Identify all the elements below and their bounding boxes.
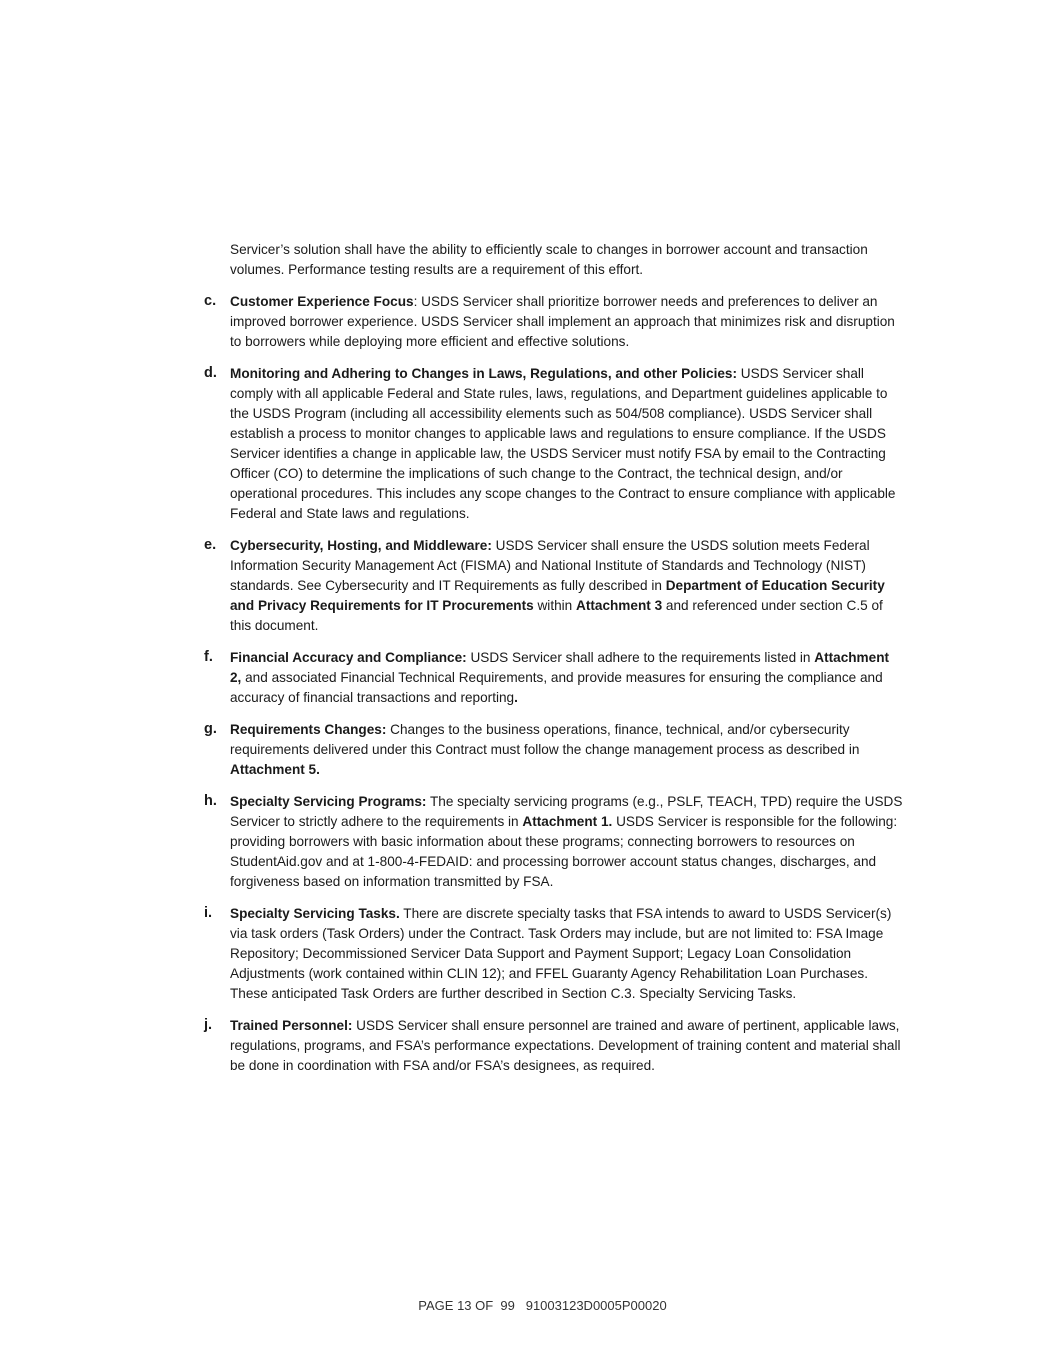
body-text: USDS Servicer is responsible for the following: providing borrowers with basic information about these programs; connecting borrowers to resources on StudentAid.gov and at 1-800-4-FEDAID: and processing borrower account status changes, discharges, and forgiveness based on information transmitted by FSA. bbox=[230, 813, 898, 889]
intro-paragraph: Servicer’s solution shall have the ability to efficiently scale to changes in borrower account and transaction volumes. Performance testing results are a requirement of this effort. bbox=[230, 241, 868, 277]
bold-text: Trained Personnel: bbox=[230, 1017, 353, 1033]
list-item bbox=[204, 536, 904, 636]
body-text: Changes to the business operations, finance, technical, and/or cybersecurity requirements delivered under this Contract must follow the change management process as described in bbox=[230, 721, 860, 757]
list-item-text bbox=[230, 792, 904, 892]
list-item-text bbox=[230, 364, 904, 524]
list-item-letter: j. bbox=[204, 1016, 213, 1033]
bold-text: Monitoring and Adhering to Changes in Laws, Regulations, and other Policies: bbox=[230, 365, 738, 381]
list-item-letter: i. bbox=[204, 904, 213, 921]
body-text: and referenced under section C.5 of this document. bbox=[230, 597, 883, 633]
bold-text: Attachment 3 bbox=[576, 597, 663, 613]
list-item-text bbox=[230, 720, 904, 780]
bold-text: Requirements Changes: bbox=[230, 721, 387, 737]
page-footer: PAGE 13 OF 99 91003123D0005P00020 bbox=[418, 1298, 667, 1313]
bold-text: Attachment 5. bbox=[230, 761, 320, 777]
list-item-letter: g. bbox=[204, 720, 217, 737]
body-text: USDS Servicer shall ensure personnel are trained and aware of pertinent, applicable laws, regulations, programs, and FSA’s performance expectations. Development of training content and material shall be done in coordination with FSA and/or FSA’s designees, as required. bbox=[230, 1017, 901, 1073]
list-item-letter: e. bbox=[204, 536, 217, 553]
body-text: within bbox=[533, 597, 577, 613]
document-body bbox=[204, 226, 904, 1088]
bold-text: Specialty Servicing Programs: bbox=[230, 793, 427, 809]
list-item bbox=[204, 720, 904, 780]
list-item-text bbox=[230, 904, 904, 1004]
list-item-letter: h. bbox=[204, 792, 217, 809]
list-item bbox=[204, 292, 904, 352]
bold-text: . bbox=[514, 689, 518, 705]
bold-text: Cybersecurity, Hosting, and Middleware: bbox=[230, 537, 492, 553]
list-item bbox=[204, 904, 904, 1004]
list-item bbox=[204, 364, 904, 524]
bold-text: Customer Experience Focus bbox=[230, 293, 414, 309]
list-item-text bbox=[230, 536, 904, 636]
list-item bbox=[204, 792, 904, 892]
list-item bbox=[204, 1016, 904, 1076]
body-text: and associated Financial Technical Requirements, and provide measures for ensuring the compliance and accuracy of financial transactions and reporting bbox=[230, 669, 883, 705]
list-item-letter: c. bbox=[204, 292, 217, 309]
body-text: : USDS Servicer shall prioritize borrower needs and preferences to deliver an improved borrower experience. USDS Servicer shall implement an approach that minimizes risk and disruption to borrowers while deploying more efficient and effective solutions. bbox=[230, 293, 895, 349]
list-item-text bbox=[230, 292, 904, 352]
bold-text: Department of Education Security and Privacy Requirements for IT Procurements bbox=[230, 577, 885, 613]
list-item bbox=[204, 648, 904, 708]
bold-text: Specialty Servicing Tasks. bbox=[230, 905, 400, 921]
body-text: USDS Servicer shall adhere to the requirements listed in bbox=[466, 649, 815, 665]
bold-text: Attachment 1. bbox=[522, 813, 613, 829]
list-item-letter: f. bbox=[204, 648, 213, 665]
list-item-letter: d. bbox=[204, 364, 217, 381]
bold-text: Financial Accuracy and Compliance: bbox=[230, 649, 467, 665]
bold-text: Attachment 2, bbox=[230, 649, 890, 685]
body-text: USDS Servicer shall ensure the USDS solution meets Federal Information Security Management Act (FISMA) and National Institute of Standards and Technology (NIST) standards. See Cybersecurity and IT Requirements as fully described in bbox=[230, 537, 870, 593]
body-text: USDS Servicer shall comply with all applicable Federal and State rules, laws, regulations, and Department guidelines applicable to the USDS Program (including all accessibility elements such as 504/508 compliance). USDS Servicer shall establish a process to monitor changes to applicable laws and regulations to ensure compliance. If the USDS Servicer identifies a change in applicable law, the USDS Servicer must notify FSA by email to the Contracting Officer (CO) to determine the implications of such change to the Contract, the technical design, and/or operational procedures. This includes any scope changes to the Contract to ensure compliance with applicable Federal and State laws and regulations. bbox=[230, 365, 896, 521]
list-item-text bbox=[230, 1016, 904, 1076]
body-text: There are discrete specialty tasks that FSA intends to award to USDS Servicer(s) via task orders (Task Orders) under the Contract. Task Orders may include, but are not limited to: FSA Image Repository; Decommissioned Servicer Data Support and Payment Support; Legacy Loan Consolidation Adjustments (work contained within CLIN 12); and FFEL Guaranty Agency Rehabilitation Loan Purchases. These anticipated Task Orders are further described in Section C.3. Specialty Servicing Tasks. bbox=[230, 905, 892, 1001]
body-text: The specialty servicing programs (e.g., PSLF, TEACH, TPD) require the USDS Servicer to strictly adhere to the requirements in bbox=[230, 793, 903, 829]
requirements-list bbox=[204, 292, 904, 1076]
list-item-text bbox=[230, 648, 904, 708]
